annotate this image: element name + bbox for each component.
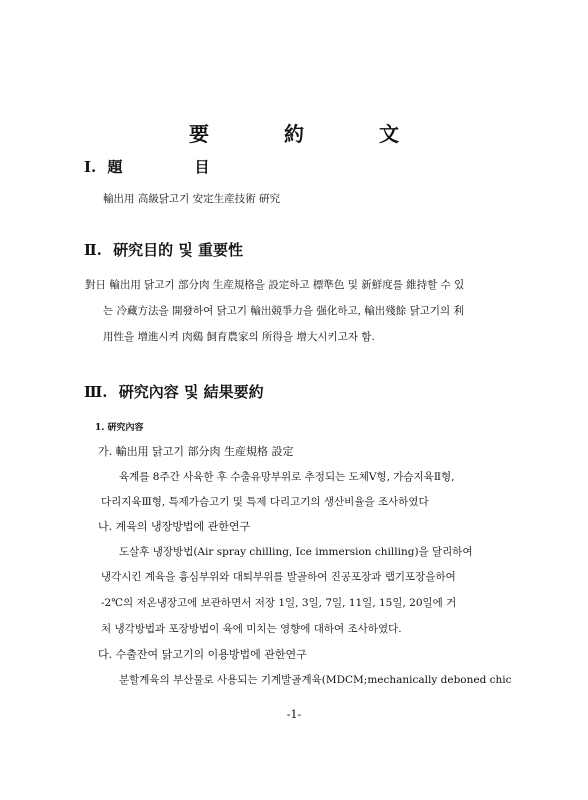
section-2-line-3: 用性을 增進시켜 肉鷄 飼育農家의 所得을 增大시키고자 함. [103, 331, 375, 343]
item-a-label: 가. 輸出用 닭고기 部分肉 生産規格 設定 [98, 445, 294, 458]
section-3-title: 硏究內容 및 結果要約 [118, 383, 264, 401]
section-1-heading [84, 156, 224, 177]
item-b-label: 나. 계육의 냉장방법에 관한연구 [98, 520, 251, 533]
page-number: -1- [286, 708, 302, 721]
item-a-line-2: 다리지육Ⅲ형, 특제가슴고기 및 특제 다리고기의 생산비율을 조사하였다 [101, 496, 429, 508]
page-title: 要 約 文 [189, 122, 433, 146]
section-3-subheading: 1. 硏究內容 [95, 423, 144, 433]
section-2-line-1: 對日 輸出用 닭고기 部分肉 生産規格을 設定하고 標準色 및 新鮮度를 維持할 수 있 [85, 279, 465, 291]
section-3-number: Ⅲ. [84, 383, 108, 401]
section-2-line-2: 는 冷藏方法을 開發하여 닭고기 輸出競爭力을 强化하고, 輸出殘餘 닭고기의 利 [103, 305, 465, 317]
section-1-number: Ⅰ. [84, 158, 97, 176]
item-b-line-4: 처 냉각방법과 포장방법이 육에 미치는 영향에 대하여 조사하였다. [101, 623, 402, 635]
item-b-line-1: 도살후 냉장방법(Air spray chilling, Ice immersion chilling)을 달리하여 [119, 546, 473, 558]
item-c-label: 다. 수출잔여 닭고기의 이용방법에 관한연구 [98, 648, 307, 661]
section-2-heading [84, 239, 243, 260]
section-1-title: 題 目 [107, 158, 224, 176]
section-2-number: Ⅱ. [84, 241, 102, 259]
item-a-line-1: 육계를 8주간 사육한 후 수출유망부위로 추정되는 도체Ⅴ형, 가슴지육Ⅱ형, [119, 471, 455, 483]
item-b-line-3: -2℃의 저온냉장고에 보관하면서 저장 1일, 3일, 7일, 11일, 15일, 20일에 거 [101, 597, 457, 609]
section-1-body: 輸出用 高級닭고기 安定生産技術 硏究 [103, 193, 280, 205]
item-b-line-2: 냉각시킨 계육을 흉심부위와 대퇴부위를 발골하여 진공포장과 랩기포장을하여 [101, 571, 456, 583]
item-c-line-1: 분할계육의 부산물로 사용되는 기계발골계육(MDCM;mechanically deboned chic [119, 674, 512, 686]
section-2-title: 硏究目的 및 重要性 [113, 241, 244, 259]
section-3-heading [84, 381, 264, 402]
